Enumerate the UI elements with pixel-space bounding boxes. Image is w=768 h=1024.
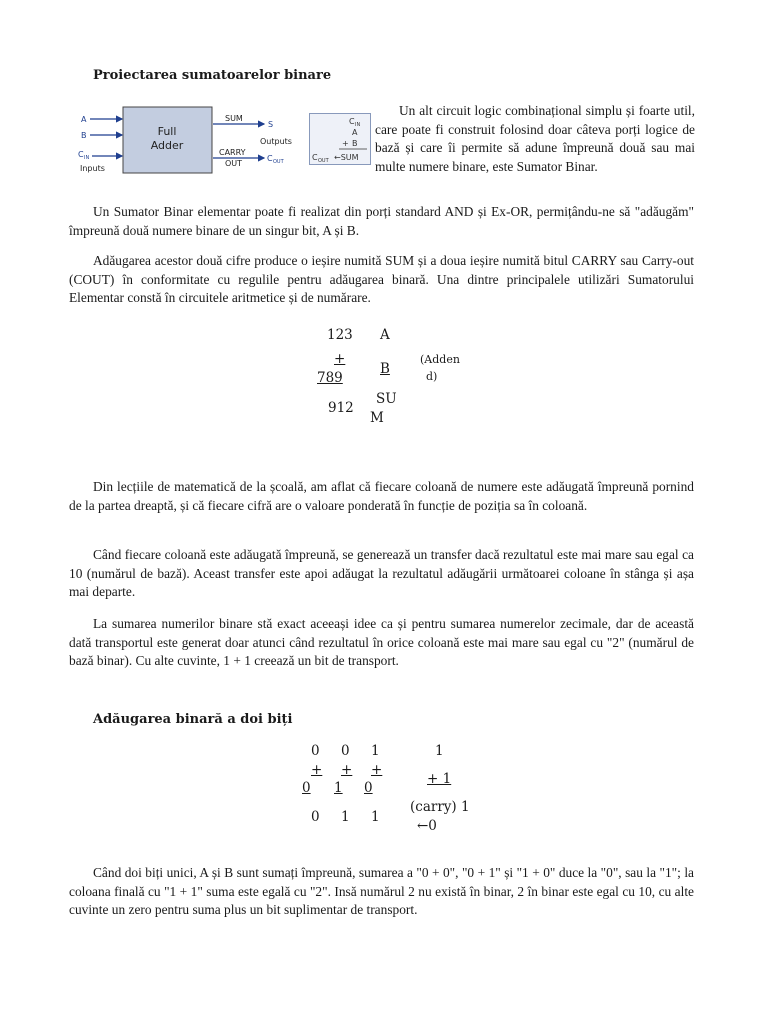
example1-addend-2: d)	[426, 370, 438, 383]
example1-b-value: 789	[317, 370, 343, 386]
adder-symbol-box	[309, 113, 371, 165]
carry-out-label: OUT	[225, 159, 243, 168]
paragraph-3: Din lecțiile de matematică de la școală, am aflat că fiecare coloană de numere este adăugată împreună pornind de la partea dreaptă, și că fiecare cifră are o valoare ponderată în funcție de poziția sa în coloană.	[69, 479, 694, 513]
example2-carry: (carry) 1	[410, 799, 470, 815]
intro-paragraph: Un alt circuit logic combinațional simplu și foarte util, care poate fi construit folosind doar câteva porți logice de bază și care îi permite să adune împreună două sau mai multe numere binare, este Sumator Binar.	[375, 103, 695, 174]
paragraph-2: Adăugarea acestor două cifre produce o ieșire numită SUM și a doua ieșire numită bitul CARRY sau Carry-out (COUT) în conformitate cu regulile pentru adăugarea binară. Una dintre principalele utilizări Sumatorului Elementar constă în circuitele aritmetice și de numărare.	[69, 253, 694, 306]
example1-plus: +	[334, 351, 346, 367]
example2-right-plus: + 1	[427, 771, 452, 787]
example2-result-1: 1	[341, 809, 350, 825]
section-heading: Adăugarea binară a doi biți	[93, 712, 293, 727]
example2-top-2: 1	[371, 743, 380, 759]
symbol-cin-sub: IN	[355, 122, 361, 128]
example1-a-label: A	[380, 327, 390, 343]
input-b-label: B	[81, 131, 87, 140]
block-label-2: Adder	[150, 139, 184, 152]
output-s-label: S	[268, 120, 274, 129]
example2-right-top: 1	[435, 743, 444, 759]
paragraph-6: Când doi biți unici, A și B sunt sumați împreună, sumarea a "0 + 0", "0 + 1" și "1 + 0" duce la "0", sau la "1"; la coloana finală cu "1 + 1" suma este egală cu "2". Insă numărul 2 nu există în binar, 2 în binar este egal cu 10, cu alte cuvinte un zero pentru suma plus un bit suplimentar de transport.	[69, 865, 694, 918]
example2-top-0: 0	[311, 743, 320, 759]
example2-plus-2: +	[371, 762, 383, 778]
output-cout-sub: OUT	[273, 159, 284, 165]
output-cout-label: C	[267, 154, 273, 163]
example2-top-1: 0	[341, 743, 350, 759]
example2-second-2: 0	[364, 780, 373, 796]
paragraph-5: La sumarea numerilor binare stă exact aceeași idee ca și pentru sumarea numerelor zecimale, dar de această dată transportul este generat doar atunci când rezultatul în orice coloană este mai mare sau egal cu "2" (numărul de bază binar). Cu alte cuvinte, 1 + 1 creează un bit de transport.	[69, 616, 694, 669]
symbol-plus: +	[342, 139, 349, 148]
paragraph-1: Un Sumator Binar elementar poate fi realizat din porți standard AND și Ex-OR, permițându-ne să "adăugăm" împreună două numere binare de un singur bit, A și B.	[69, 204, 694, 238]
input-cin-sub: IN	[84, 155, 90, 161]
example1-sum-value: 912	[328, 400, 354, 416]
example2-result-0: 0	[311, 809, 320, 825]
example1-sum-label-2: M	[370, 410, 384, 426]
example2-second-0: 0	[302, 780, 311, 796]
carry-label: CARRY	[219, 148, 246, 157]
input-cin-label: C	[78, 150, 84, 159]
example2-plus-1: +	[341, 762, 353, 778]
input-a-label: A	[81, 115, 87, 124]
example2-second-1: 1	[334, 780, 343, 796]
block-label-1: Full	[157, 125, 177, 138]
example2-plus-0: +	[311, 762, 323, 778]
example1-b-label: B	[380, 361, 390, 377]
example2-result-2: 1	[371, 809, 380, 825]
full-adder-diagram	[78, 104, 306, 178]
symbol-a: A	[352, 128, 358, 137]
example2-arrow-zero: ←0	[417, 818, 437, 834]
symbol-cin: C	[349, 117, 355, 126]
page-title: Proiectarea sumatoarelor binare	[93, 68, 332, 83]
paragraph-4: Când fiecare coloană este adăugată împreună, se generează un transfer dacă rezultatul este mai mare sau egal ca 10 (numărul de bază). Aceast transfer este apoi adăugat la rezultatul adăugării următoarei coloane în stânga și așa mai departe.	[69, 547, 694, 600]
symbol-cout-sub: OUT	[318, 158, 329, 164]
example1-addend-1: (Adden	[420, 353, 460, 366]
example1-sum-label-1: SU	[376, 391, 397, 407]
sum-label: SUM	[225, 114, 243, 123]
example1-a-value: 123	[327, 327, 353, 343]
symbol-arrow-sum: ←SUM	[334, 153, 359, 162]
symbol-b: B	[352, 139, 358, 148]
inputs-label: Inputs	[80, 164, 105, 173]
symbol-cout: C	[312, 153, 318, 162]
outputs-label: Outputs	[260, 137, 292, 146]
